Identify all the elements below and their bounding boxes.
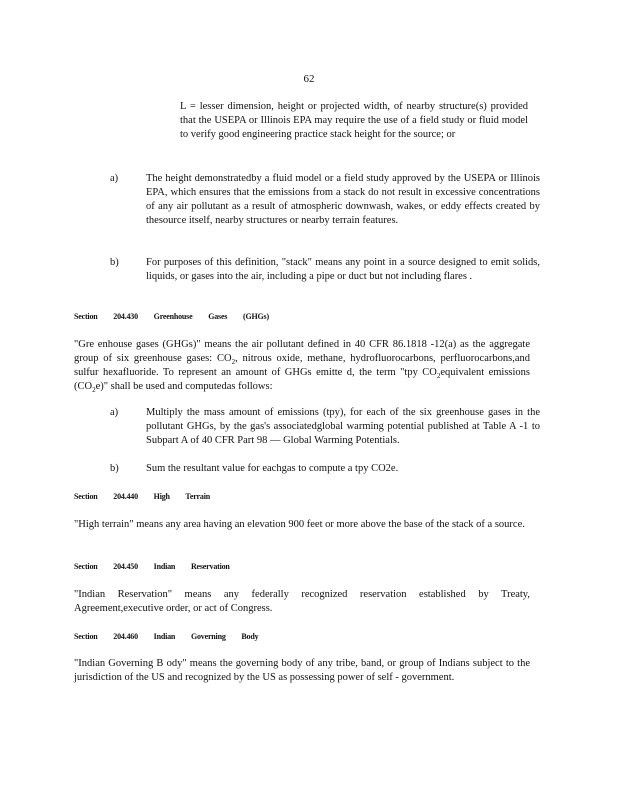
section-heading-204-440: Section 204.440 High Terrain (74, 492, 210, 501)
list-item-text: Sum the resultant value for eachgas to compute a tpy CO2e. (146, 463, 399, 474)
list-item-label: b) (110, 463, 119, 474)
list-item-text: For purposes of this definition, "stack" means any point in a source designed to emit solids, liquids, or gases into the air, including a pipe or duct but not including flares . (146, 257, 540, 282)
list-item-label: a) (110, 173, 119, 184)
section-paragraph-204-440: "High terrain" means any area having an elevation 900 feet or more above the base of the stack of a source. (74, 519, 525, 530)
section-heading-204-430: Section 204.430 Greenhouse Gases (GHGs) (74, 312, 269, 321)
page-number: 62 (303, 73, 315, 85)
section-paragraph-204-450: "Indian Reservation" means any federally recognized reservation established by Treaty, Agreement,executive order, or act of Congress. (74, 589, 530, 614)
definition-l-text: L = lesser dimension, height or projected width, of nearby structure(s) provided that the USEPA or Illinois EPA may require the use of a field study or fluid model to verify good engineering practice stack height for the source; or (180, 101, 528, 140)
list-item-label: b) (110, 257, 119, 268)
section-heading-204-450: Section 204.450 Indian Reservation (74, 562, 230, 571)
section-paragraph-204-430: "Gre enhouse gases (GHGs)" means the air pollutant defined in 40 CFR 86.1818 -12(a) as the aggregate group of six greenhouse gases: $CO_2$, nitrous oxide, methane, hydrofluorocarbons, perfluorocarbons,and sulfur hexafluoride. To represent an amount of GHGs emitte d, the term "tpy $CO_2equivalent$ emissions $(CO_2e)$" shall be used and computedas follows: (74, 339, 531, 395)
section-heading-204-460: Section 204.460 Indian Governing Body (74, 632, 259, 641)
section-paragraph-204-460: "Indian Governing B ody" means the governing body of any tribe, band, or group of Indians subject to the jurisdiction of the US and recognized by the US as possessing power of self - government. (74, 658, 530, 683)
list-item-text: Multiply the mass amount of emissions (tpy), for each of the six greenhouse gases in the pollutant GHGs, by the gas's associatedglobal warming potential published at Table A -1 to Subpart A of 40 CFR Part 98 — Global Warming Potentials. (146, 407, 540, 446)
list-item-label: a) (110, 407, 119, 418)
list-item-text: The height demonstratedby a fluid model or a field study approved by the USEPA or Illinois EPA, which ensures that the emissions from a stack do not result in excessive concentrations of any air pollutant as a result of atmospheric downwash, wakes, or eddy effects created by thesource itself, nearby structures or nearby terrain features. (146, 173, 540, 226)
